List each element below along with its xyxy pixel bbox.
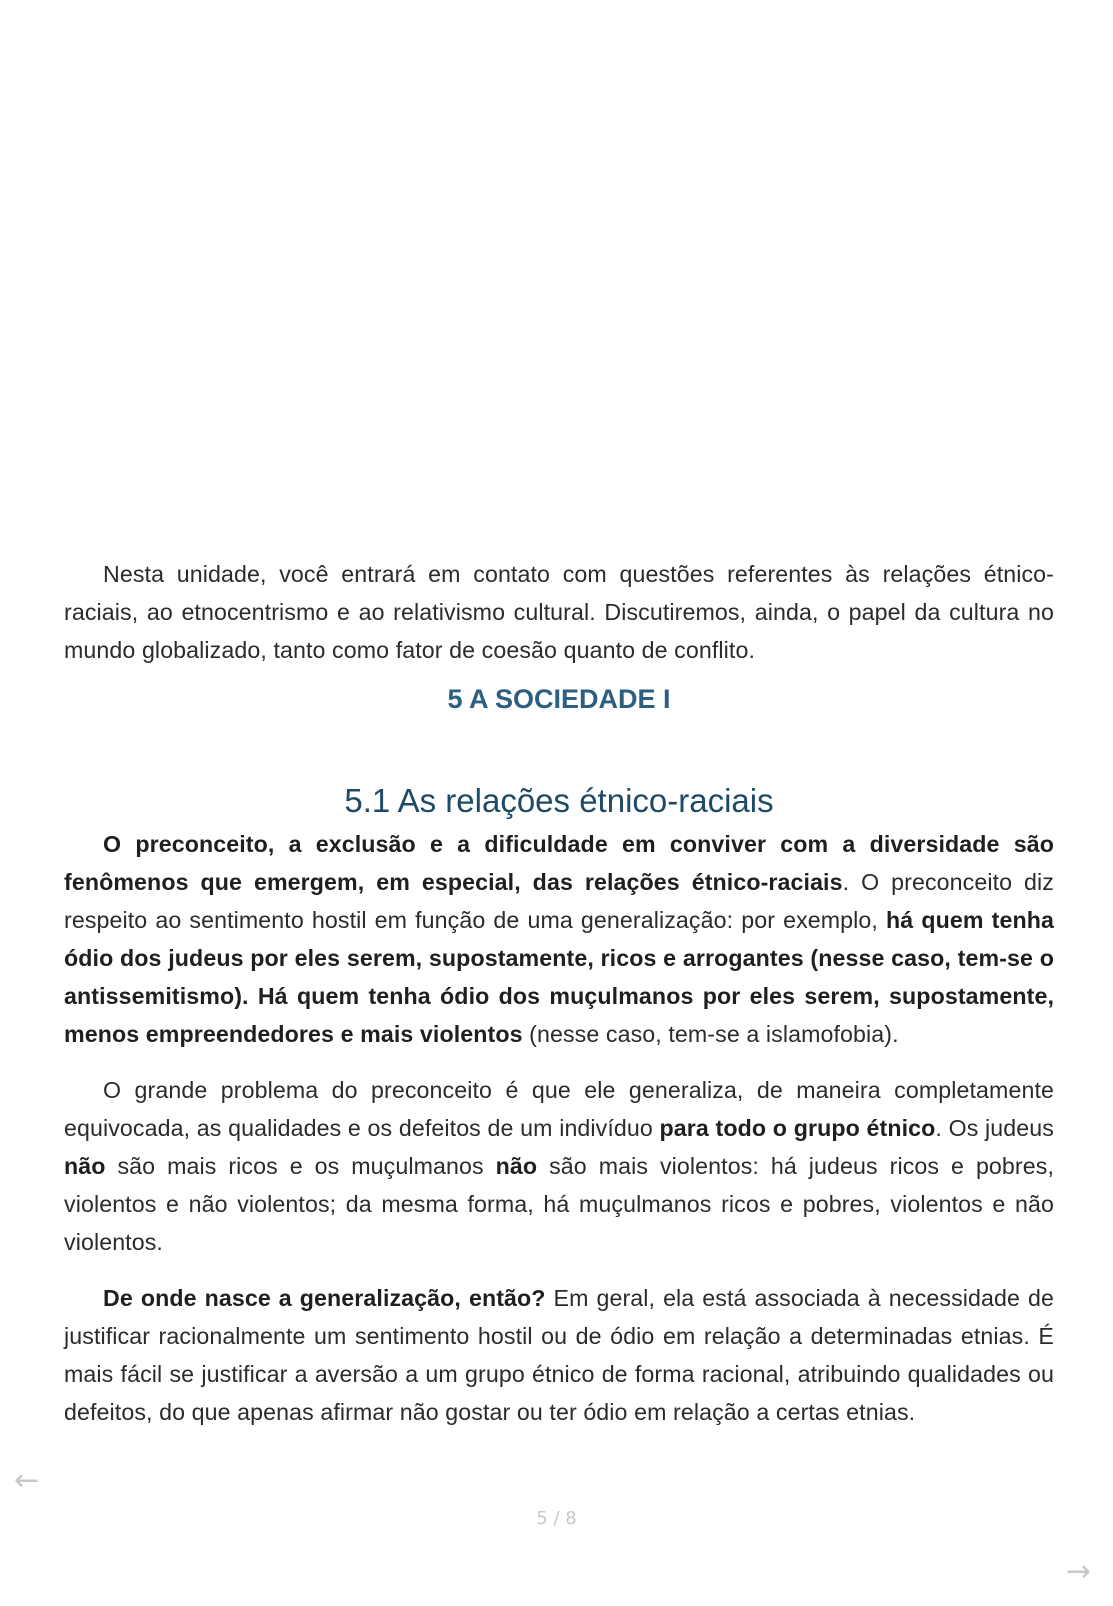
p2-text-7: são mais violentos: há judeus ricos e pobres, violentos e não violentos; da mesma forma, há muçulmanos ricos e pobres, violentos e não violentos. [64,1153,1054,1255]
p1-text-4: (nesse caso, tem-se a islamofobia). [522,1021,899,1047]
p2-bold-4: não [64,1153,106,1179]
page-content [64,555,1054,1449]
paragraph-3 [64,1279,1054,1431]
p1-bold-3: há quem tenha ódio dos judeus por eles serem, supostamente, ricos e arrogantes (nesse caso, tem-se o antissemitismo). Há quem tenha ódio dos muçulmanos por eles serem, supostamente, menos empreendedores e mais violentos [64,907,1054,1047]
chapter-title: 5 A SOCIEDADE I [447,684,671,714]
p2-bold-2: para todo o grupo étnico [659,1115,936,1141]
p2-text-1: O grande problema do preconceito é que ele generaliza, de maneira completamente equivocada, as qualidades e os defeitos de um indivíduo [64,1077,1054,1141]
p2-bold-6: não [495,1153,538,1179]
p2-text-5: são mais ricos e os muçulmanos [105,1153,496,1179]
p1-text-2: . O preconceito diz respeito ao sentimento hostil em função de uma generalização: por exemplo, [64,869,1054,933]
section-title: 5.1 As relações étnico-raciais [344,782,774,819]
p3-text-2: Em geral, ela está associada à necessidade de justificar racionalmente um sentimento hostil ou de ódio em relação a determinadas etnias. É mais fácil se justificar a aversão a um grupo étnico de forma racional, atribuindo qualidades ou defeitos, do que apenas afirmar não gostar ou ter ódio em relação a certas etnias. [64,1285,1054,1425]
p2-text-3: . Os judeus [935,1115,1054,1141]
intro-paragraph: Nesta unidade, você entrará em contato com questões referentes às relações étnico-raciais, ao etnocentrismo e ao relativismo cultural. Discutiremos, ainda, o papel da cultura no mundo globalizado, tanto como fator de coesão quanto de conflito. [64,561,1054,663]
paragraph-1 [64,825,1054,1053]
paragraph-2 [64,1071,1054,1261]
arrow-right-icon[interactable]: → [1066,1554,1092,1589]
p3-bold-1: De onde nasce a generalização, então? [103,1285,546,1311]
page-indicator: 5 / 8 [536,1508,577,1529]
p1-bold-1: O preconceito, a exclusão e a dificuldade em conviver com a diversidade são fenômenos que emergem, em especial, das relações étnico-raciais [64,831,1054,895]
arrow-left-icon[interactable]: ← [14,1463,40,1498]
